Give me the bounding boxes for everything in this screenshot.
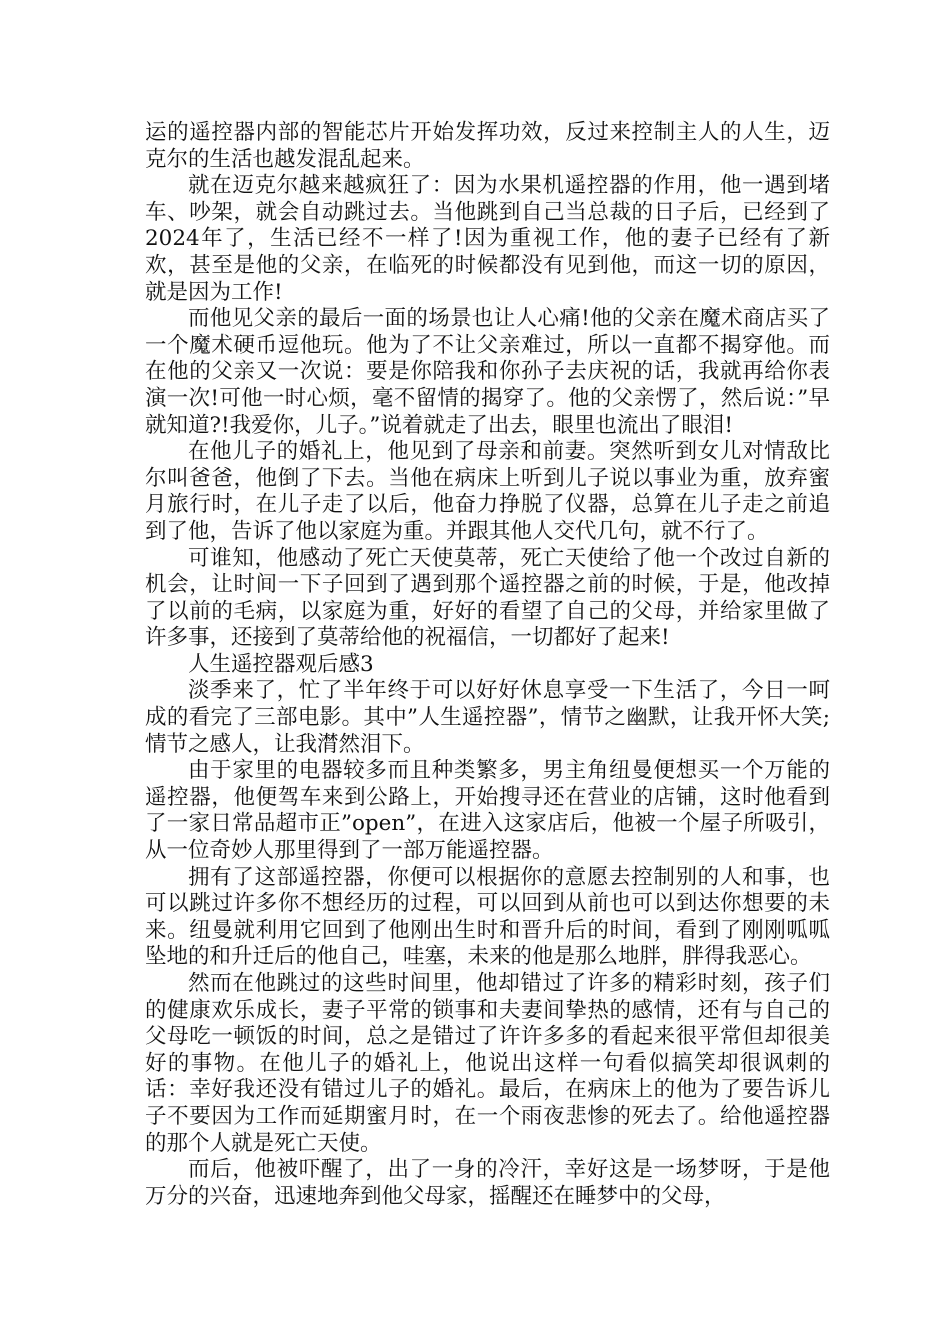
paragraph: 而后，他被吓醒了，出了一身的冷汗，幸好这是一场梦呀，于是他万分的兴奋，迅速地奔到他父母家，摇醒还在睡梦中的父母， bbox=[145, 1157, 830, 1209]
paragraph: 而他见父亲的最后一面的场景也让人心痛!他的父亲在魔术商店买了一个魔术硬币逗他玩。他为了不让父亲难过，所以一直都不揭穿他。而在他的父亲又一次说：要是你陪我和你孙子去庆祝的话，我就再给你表演一次!可他一时心烦，毫不留情的揭穿了。他的父亲愣了，然后说：”早就知道?!我爱你，儿子。”说着就走了出去，眼里也流出了眼泪! bbox=[145, 306, 830, 438]
paragraph: 在他儿子的婚礼上，他见到了母亲和前妻。突然听到女儿对情敌比尔叫爸爸，他倒了下去。当他在病床上听到儿子说以事业为重，放弃蜜月旅行时，在儿子走了以后，他奋力挣脱了仪器，总算在儿子走之前追到了他，告诉了他以家庭为重。并跟其他人交代几句，就不行了。 bbox=[145, 439, 830, 544]
paragraph: 可谁知，他感动了死亡天使莫蒂，死亡天使给了他一个改过自新的机会，让时间一下子回到了遇到那个遥控器之前的时候，于是，他改掉了以前的毛病，以家庭为重，好好的看望了自己的父母，并给家里做了许多事，还接到了莫蒂给他的祝福信，一切都好了起来! bbox=[145, 545, 830, 651]
paragraph: 淡季来了，忙了半年终于可以好好休息享受一下生活了，今日一呵成的看完了三部电影。其中”人生遥控器”，情节之幽默，让我开怀大笑;情节之感人，让我潸然泪下。 bbox=[145, 678, 830, 757]
paragraph: 由于家里的电器较多而且种类繁多，男主角纽曼便想买一个万能的遥控器，他便驾车来到公路上，开始搜寻还在营业的店铺，这时他看到了一家日常品超市正”open”，在进入这家店后，他被一个屋子所吸引，从一位奇妙人那里得到了一部万能遥控器。 bbox=[145, 758, 830, 864]
paragraph: 就在迈克尔越来越疯狂了：因为水果机遥控器的作用，他一遇到堵车、吵架，就会自动跳过去。当他跳到自己当总裁的日子后，已经到了2024年了，生活已经不一样了!因为重视工作，他的妻子已经有了新欢，甚至是他的父亲，在临死的时候都没有见到他，而这一切的原因，就是因为工作! bbox=[145, 173, 830, 305]
paragraph: 然而在他跳过的这些时间里，他却错过了许多的精彩时刻，孩子们的健康欢乐成长，妻子平常的锁事和夫妻间挚热的感情，还有与自己的父母吃一顿饭的时间，总之是错过了许许多多的看起来很平常但却很美好的事物。在他儿子的婚礼上，他说出这样一句看似搞笑却很讽刺的话：幸好我还没有错过儿子的婚礼。最后，在病床上的他为了要告诉儿子不要因为工作而延期蜜月时，在一个雨夜悲惨的死去了。给他遥控器的那个人就是死亡天使。 bbox=[145, 971, 830, 1156]
section-heading: 人生遥控器观后感3 bbox=[188, 651, 374, 677]
paragraph: 拥有了这部遥控器，你便可以根据你的意愿去控制别的人和事，也可以跳过许多你不想经历的过程，可以回到从前也可以到达你想要的未来。纽曼就利用它回到了他刚出生时和晋升后的时间，看到了刚刚呱呱坠地的和升迁后的他自己，哇塞，未来的他是那么地胖，胖得我恶心。 bbox=[145, 864, 830, 970]
paragraph: 运的遥控器内部的智能芯片开始发挥功效，反过来控制主人的人生，迈克尔的生活也越发混乱起来。 bbox=[145, 120, 830, 172]
document-body bbox=[145, 120, 830, 1210]
